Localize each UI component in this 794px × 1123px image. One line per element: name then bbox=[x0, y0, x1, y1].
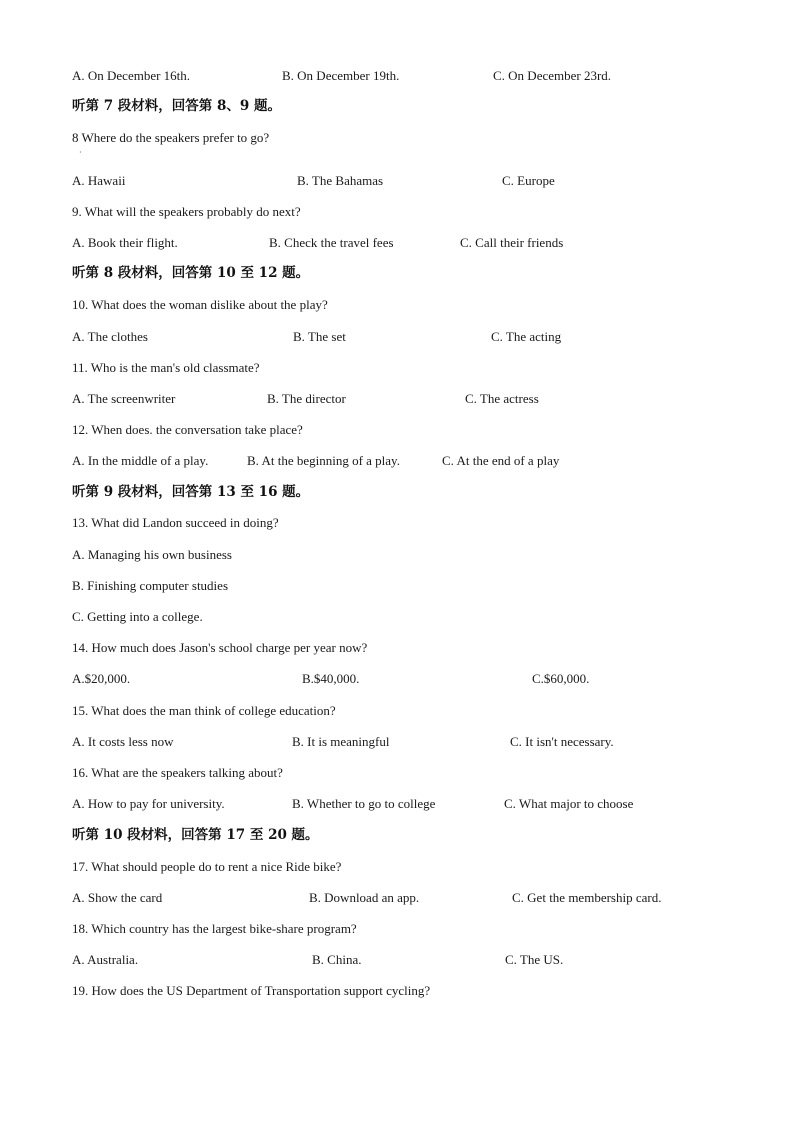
option-b: B. The Bahamas bbox=[297, 173, 384, 188]
option-b: B.$40,000. bbox=[302, 671, 360, 686]
option-a: A.$20,000. bbox=[72, 671, 131, 686]
section-heading-8: 听第 8 段材料，回答第 10 至 12 题。 bbox=[72, 265, 310, 281]
question-10: 10. What does the woman dislike about the play? bbox=[72, 297, 328, 312]
option-a: A. Book their flight. bbox=[72, 235, 178, 250]
option-a: A. Show the card bbox=[72, 890, 163, 905]
option-c: C. Europe bbox=[502, 173, 555, 188]
option-b: B. At the beginning of a play. bbox=[247, 453, 400, 468]
option-c: C. At the end of a play bbox=[442, 453, 560, 468]
option-a: A. On December 16th. bbox=[72, 68, 191, 83]
stray-mark: · bbox=[79, 148, 82, 157]
question-11: 11. Who is the man's old classmate? bbox=[72, 360, 260, 375]
option-b: B. Check the travel fees bbox=[269, 235, 394, 250]
question-17: 17. What should people do to rent a nice Ride bike? bbox=[72, 859, 342, 874]
question-13: 13. What did Landon succeed in doing? bbox=[72, 515, 279, 530]
option-b: B. It is meaningful bbox=[292, 734, 390, 749]
option-b: B. Whether to go to college bbox=[292, 796, 436, 811]
option-c: C.$60,000. bbox=[532, 671, 590, 686]
option-b: B. On December 19th. bbox=[282, 68, 400, 83]
question-16: 16. What are the speakers talking about? bbox=[72, 765, 283, 780]
option-c: C. On December 23rd. bbox=[493, 68, 612, 83]
option-c: C. The actress bbox=[465, 391, 539, 406]
question-8: 8 Where do the speakers prefer to go? bbox=[72, 130, 270, 145]
option-c: C. What major to choose bbox=[504, 796, 634, 811]
option-a: A. It costs less now bbox=[72, 734, 174, 749]
option-b: B. The set bbox=[293, 329, 346, 344]
option-a: A. Hawaii bbox=[72, 173, 126, 188]
section-heading-9: 听第 9 段材料，回答第 13 至 16 题。 bbox=[72, 484, 310, 500]
question-12: 12. When does. the conversation take place? bbox=[72, 422, 303, 437]
option-b: B. The director bbox=[267, 391, 346, 406]
question-18: 18. Which country has the largest bike-share program? bbox=[72, 921, 357, 936]
question-14: 14. How much does Jason's school charge per year now? bbox=[72, 640, 368, 655]
option-a: A. How to pay for university. bbox=[72, 796, 225, 811]
section-heading-10: 听第 10 段材料，回答第 17 至 20 题。 bbox=[72, 827, 319, 843]
option-a: A. The screenwriter bbox=[72, 391, 176, 406]
option-a: A. Australia. bbox=[72, 952, 139, 967]
option-a: A. In the middle of a play. bbox=[72, 453, 209, 468]
section-heading-7: 听第 7 段材料，回答第 8、9 题。 bbox=[72, 98, 281, 114]
option-b: B. Finishing computer studies bbox=[72, 578, 228, 593]
option-c: C. Get the membership card. bbox=[512, 890, 662, 905]
option-c: C. The US. bbox=[505, 952, 564, 967]
option-a: A. Managing his own business bbox=[72, 547, 232, 562]
option-c: C. The acting bbox=[491, 329, 562, 344]
option-b: B. Download an app. bbox=[309, 890, 420, 905]
option-c: C. Getting into a college. bbox=[72, 609, 203, 624]
question-9: 9. What will the speakers probably do next? bbox=[72, 204, 301, 219]
option-b: B. China. bbox=[312, 952, 362, 967]
option-c: C. Call their friends bbox=[460, 235, 564, 250]
option-a: A. The clothes bbox=[72, 329, 148, 344]
option-c: C. It isn't necessary. bbox=[510, 734, 614, 749]
question-19: 19. How does the US Department of Transportation support cycling? bbox=[72, 983, 431, 998]
question-15: 15. What does the man think of college education? bbox=[72, 703, 336, 718]
